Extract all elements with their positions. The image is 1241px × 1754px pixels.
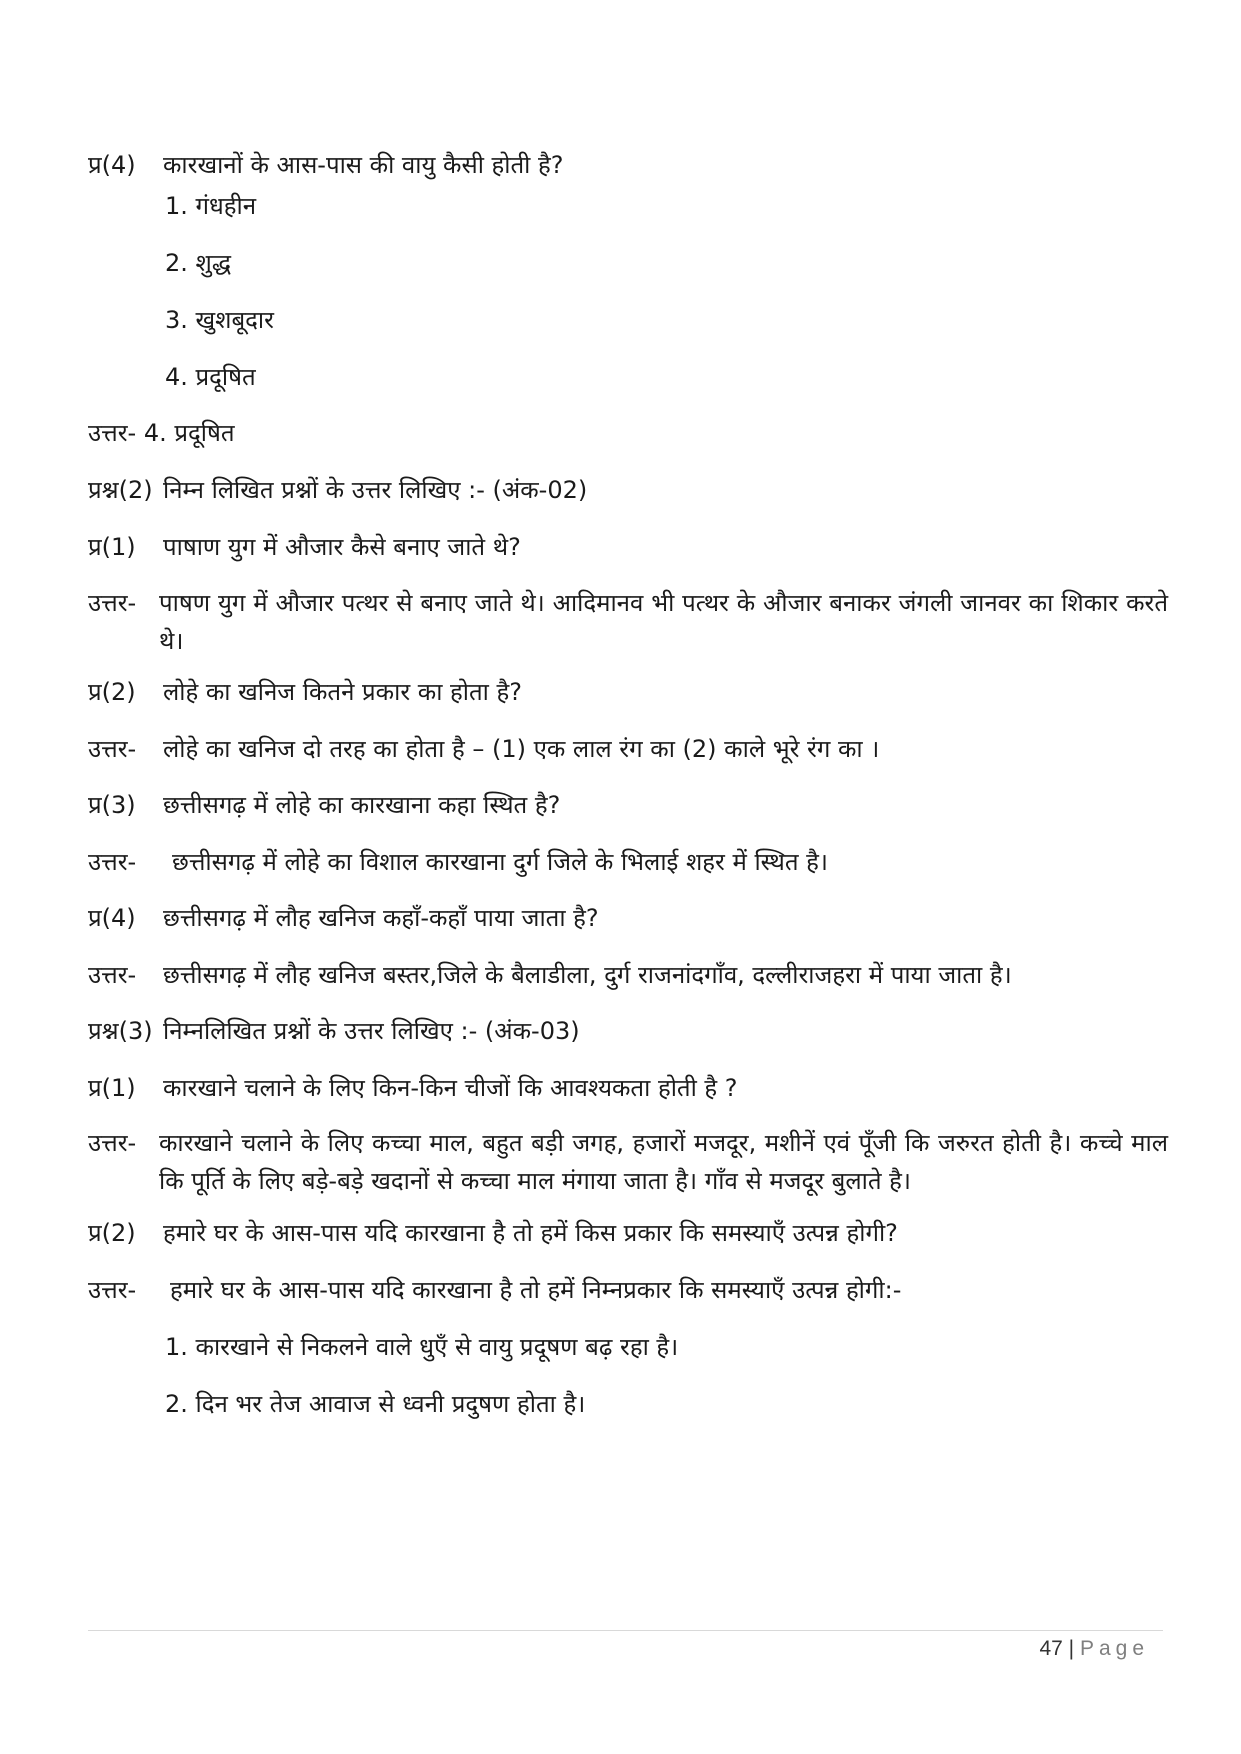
option-3: 3. खुशबूदार bbox=[165, 306, 274, 334]
answer-s2-q4 bbox=[88, 958, 1012, 992]
answer-text: पाषण युग में औजार पत्थर से बनाए जाते थे। आदिमानव भी पत्थर के औजार बनाकर जंगली जानवर का शिकार करते थे। bbox=[159, 589, 1168, 655]
section-heading-3 bbox=[88, 1014, 580, 1048]
question-label: प्र(2) bbox=[88, 678, 136, 706]
page-number: 47 bbox=[1039, 1637, 1063, 1660]
section-label: प्रश्न(3) bbox=[88, 1017, 153, 1045]
option-2: 2. शुद्ध bbox=[165, 249, 232, 277]
answer-label: उत्तर- bbox=[88, 1276, 137, 1304]
answer-label: उत्तर- bbox=[88, 589, 137, 617]
page-separator: | bbox=[1068, 1637, 1075, 1660]
answer-text: छत्तीसगढ़ में लोहे का विशाल कारखाना दुर्ग जिले के भिलाई शहर में स्थित है। bbox=[172, 848, 828, 876]
question-text: पाषाण युग में औजार कैसे बनाए जाते थे? bbox=[163, 533, 521, 561]
section-text: निम्न लिखित प्रश्नों के उत्तर लिखिए :- (अंक-02) bbox=[163, 476, 588, 504]
answer-s2-q1 bbox=[88, 584, 1168, 660]
option-1: 1. गंधहीन bbox=[165, 192, 257, 220]
section-label: प्रश्न(2) bbox=[88, 476, 153, 504]
answer-s2-q3 bbox=[88, 845, 828, 879]
question-text: छत्तीसगढ़ में लौह खनिज कहाँ-कहाँ पाया जाता है? bbox=[163, 904, 599, 932]
question-label: प्र(4) bbox=[88, 904, 136, 932]
question-s3-q1 bbox=[88, 1071, 738, 1105]
question-text: कारखानों के आस-पास की वायु कैसी होती है? bbox=[163, 151, 564, 179]
answer-text: 4. प्रदूषित bbox=[143, 419, 235, 447]
question-q4 bbox=[88, 148, 564, 182]
option-4: 4. प्रदूषित bbox=[165, 363, 256, 391]
section-heading-2 bbox=[88, 473, 587, 507]
answer-label: उत्तर- bbox=[88, 735, 137, 763]
question-text: लोहे का खनिज कितने प्रकार का होता है? bbox=[163, 678, 523, 706]
question-s3-q2 bbox=[88, 1216, 898, 1250]
answer-q4 bbox=[88, 416, 235, 450]
answer-point-1: 1. कारखाने से निकलने वाले धुएँ से वायु प्रदूषण बढ़ रहा है। bbox=[165, 1333, 679, 1361]
answer-text: हमारे घर के आस-पास यदि कारखाना है तो हमें निम्नप्रकार कि समस्याएँ उत्पन्न होगी:- bbox=[170, 1276, 902, 1304]
answer-s3-q1 bbox=[88, 1124, 1168, 1200]
question-label: प्र(3) bbox=[88, 791, 136, 819]
answer-text: छत्तीसगढ़ में लौह खनिज बस्तर,जिले के बैलाडीला, दुर्ग राजनांदगाँव, दल्लीराजहरा में पाया जाता है। bbox=[163, 961, 1012, 989]
question-s2-q2 bbox=[88, 675, 522, 709]
answer-label: उत्तर- bbox=[88, 1129, 137, 1157]
question-s2-q3 bbox=[88, 788, 560, 822]
question-label: प्र(1) bbox=[88, 1074, 136, 1102]
question-label: प्र(2) bbox=[88, 1219, 136, 1247]
answer-text: कारखाने चलाने के लिए कच्चा माल, बहुत बड़ी जगह, हजारों मजदूर, मशीनें एवं पूँजी कि जरुरत होती है। कच्चे माल कि पूर्ति के लिए बड़े-बड़े खदानों से कच्चा माल मंगाया जाता है। गाँव से मजदूर बुलाते है। bbox=[159, 1129, 1168, 1195]
answer-label: उत्तर- bbox=[88, 961, 137, 989]
question-text: हमारे घर के आस-पास यदि कारखाना है तो हमें किस प्रकार कि समस्याएँ उत्पन्न होगी? bbox=[163, 1219, 898, 1247]
page-footer bbox=[1039, 1637, 1149, 1661]
answer-label: उत्तर- bbox=[88, 419, 137, 447]
answer-point-2: 2. दिन भर तेज आवाज से ध्वनी प्रदुषण होता है। bbox=[165, 1390, 586, 1418]
question-s2-q4 bbox=[88, 901, 599, 935]
question-text: छत्तीसगढ़ में लोहे का कारखाना कहा स्थित है? bbox=[163, 791, 561, 819]
question-label: प्र(1) bbox=[88, 533, 136, 561]
answer-label: उत्तर- bbox=[88, 848, 137, 876]
answer-s3-q2 bbox=[88, 1273, 901, 1307]
answer-s2-q2 bbox=[88, 732, 879, 766]
footer-divider bbox=[88, 1630, 1163, 1631]
page-label: Page bbox=[1079, 1637, 1149, 1660]
question-text: कारखाने चलाने के लिए किन-किन चीजों कि आवश्यकता होती है ? bbox=[163, 1074, 738, 1102]
section-text: निम्नलिखित प्रश्नों के उत्तर लिखिए :- (अंक-03) bbox=[163, 1017, 580, 1045]
question-s2-q1 bbox=[88, 530, 521, 564]
answer-text: लोहे का खनिज दो तरह का होता है – (1) एक लाल रंग का (2) काले भूरे रंग का । bbox=[163, 735, 880, 763]
question-label: प्र(4) bbox=[88, 151, 136, 179]
